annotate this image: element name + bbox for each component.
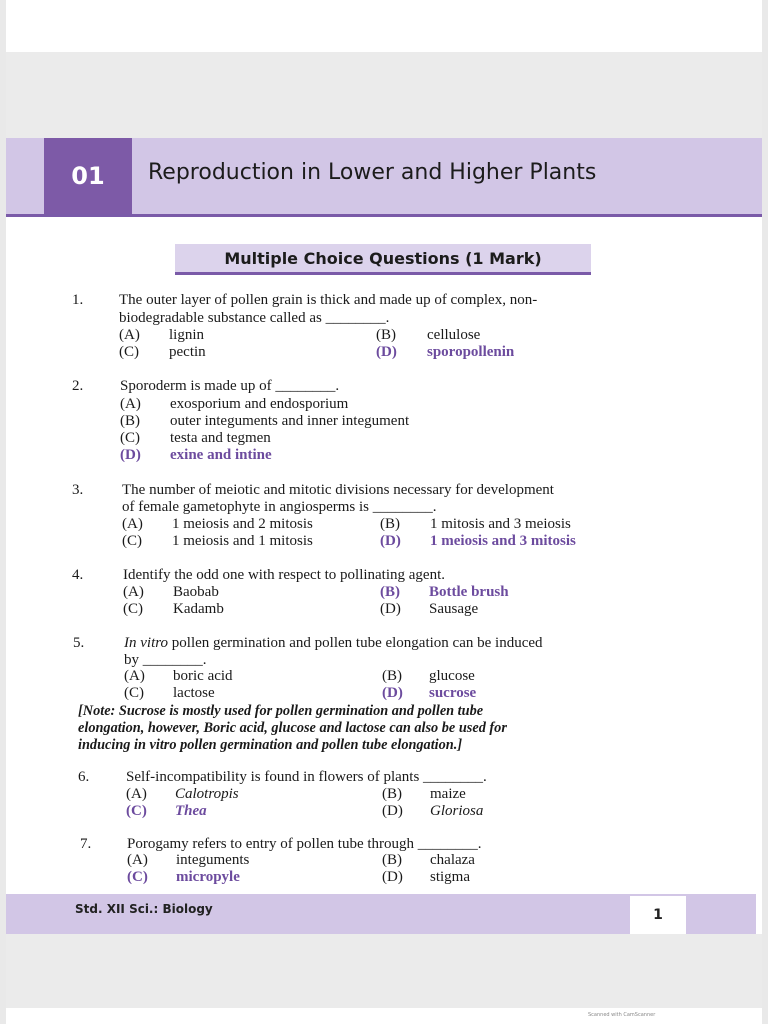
option-label: (A) bbox=[126, 786, 147, 802]
option-label: (C) bbox=[119, 344, 139, 360]
answer-label: (D) bbox=[380, 533, 401, 549]
italic-term: In vitro bbox=[124, 635, 169, 651]
option-text: exosporium and endosporium bbox=[170, 396, 349, 412]
answer-label: (D) bbox=[120, 447, 141, 463]
chapter-header bbox=[6, 138, 762, 217]
option-text: cellulose bbox=[427, 327, 481, 343]
option-text: Kadamb bbox=[173, 601, 224, 617]
option-label: (A) bbox=[120, 396, 141, 412]
option-label: (A) bbox=[119, 327, 140, 343]
question-text bbox=[124, 635, 543, 652]
option-label: (B) bbox=[120, 413, 140, 429]
option-text: glucose bbox=[429, 668, 475, 684]
option-label: (A) bbox=[122, 516, 143, 532]
option-text: 1 meiosis and 1 mitosis bbox=[172, 533, 313, 549]
question-text: biodegradable substance called as ________. bbox=[119, 310, 390, 326]
option-label: (A) bbox=[127, 852, 148, 868]
bottom-margin-band bbox=[6, 934, 762, 1008]
answer-text: exine and intine bbox=[170, 447, 272, 463]
answer-label: (B) bbox=[380, 584, 400, 600]
option-text: 1 mitosis and 3 meiosis bbox=[430, 516, 571, 532]
answer-text: sporopollenin bbox=[427, 344, 515, 360]
question-text: Identify the odd one with respect to pollinating agent. bbox=[123, 567, 446, 583]
option-text: chalaza bbox=[430, 852, 475, 868]
option-label: (B) bbox=[376, 327, 396, 343]
question-number: 2. bbox=[72, 378, 84, 394]
option-text: stigma bbox=[430, 869, 470, 885]
note-text: inducing in vitro pollen germination and pollen tube elongation.] bbox=[78, 737, 463, 753]
option-text: maize bbox=[430, 786, 466, 802]
question-text: The outer layer of pollen grain is thick and made up of complex, non- bbox=[119, 292, 538, 308]
page-number: 1 bbox=[630, 896, 686, 934]
section-heading: Multiple Choice Questions (1 Mark) bbox=[175, 244, 591, 275]
option-text: pectin bbox=[169, 344, 206, 360]
option-text: testa and tegmen bbox=[170, 430, 271, 446]
option-label: (C) bbox=[124, 685, 144, 701]
answer-text: Thea bbox=[175, 803, 207, 819]
option-label: (A) bbox=[124, 668, 145, 684]
option-label: (C) bbox=[122, 533, 142, 549]
question-number: 5. bbox=[73, 635, 85, 651]
option-label: (D) bbox=[380, 601, 401, 617]
question-text: Sporoderm is made up of ________. bbox=[120, 378, 340, 394]
question-text: of female gametophyte in angiosperms is ________. bbox=[122, 499, 437, 515]
question-text-rest: pollen germination and pollen tube elongation can be induced bbox=[168, 635, 543, 651]
option-label: (B) bbox=[382, 786, 402, 802]
answer-text: 1 meiosis and 3 mitosis bbox=[430, 533, 576, 549]
option-text: lactose bbox=[173, 685, 215, 701]
question-number: 1. bbox=[72, 292, 84, 308]
answer-label: (C) bbox=[127, 869, 148, 885]
option-text: Calotropis bbox=[175, 786, 239, 802]
option-text: Baobab bbox=[173, 584, 219, 600]
question-text: Self-incompatibility is found in flowers of plants ________. bbox=[126, 769, 487, 785]
question-text: by ________. bbox=[124, 652, 207, 668]
note-text: [Note: Sucrose is mostly used for pollen germination and pollen tube bbox=[78, 703, 484, 719]
note-text: elongation, however, Boric acid, glucose and lactose can also be used for bbox=[78, 720, 507, 736]
option-label: (C) bbox=[123, 601, 143, 617]
option-text: outer integuments and inner integument bbox=[170, 413, 410, 429]
footer-label: Std. XII Sci.: Biology bbox=[75, 902, 213, 916]
answer-text: micropyle bbox=[176, 869, 240, 885]
option-text: integuments bbox=[176, 852, 250, 868]
answer-text: sucrose bbox=[429, 685, 477, 701]
option-text: 1 meiosis and 2 mitosis bbox=[172, 516, 313, 532]
option-text: Sausage bbox=[429, 601, 479, 617]
option-text: boric acid bbox=[173, 668, 233, 684]
question-text: Porogamy refers to entry of pollen tube through ________. bbox=[127, 836, 482, 852]
question-number: 4. bbox=[72, 567, 84, 583]
option-text: Gloriosa bbox=[430, 803, 484, 819]
question-text: The number of meiotic and mitotic divisions necessary for development bbox=[122, 482, 554, 498]
chapter-title: Reproduction in Lower and Higher Plants bbox=[148, 160, 597, 185]
question-number: 3. bbox=[72, 482, 84, 498]
question-number: 7. bbox=[80, 836, 92, 852]
option-label: (A) bbox=[123, 584, 144, 600]
answer-text: Bottle brush bbox=[429, 584, 509, 600]
page bbox=[6, 0, 762, 1024]
option-label: (B) bbox=[382, 852, 402, 868]
answer-label: (D) bbox=[376, 344, 397, 360]
option-label: (B) bbox=[380, 516, 400, 532]
top-margin-band bbox=[6, 52, 762, 138]
chapter-number: 01 bbox=[44, 138, 132, 214]
option-label: (D) bbox=[382, 803, 403, 819]
answer-label: (D) bbox=[382, 685, 403, 701]
answer-label: (C) bbox=[126, 803, 147, 819]
option-label: (C) bbox=[120, 430, 140, 446]
question-number: 6. bbox=[78, 769, 90, 785]
option-label: (B) bbox=[382, 668, 402, 684]
option-label: (D) bbox=[382, 869, 403, 885]
scan-watermark: Scanned with CamScanner bbox=[588, 1012, 656, 1018]
option-text: lignin bbox=[169, 327, 205, 343]
